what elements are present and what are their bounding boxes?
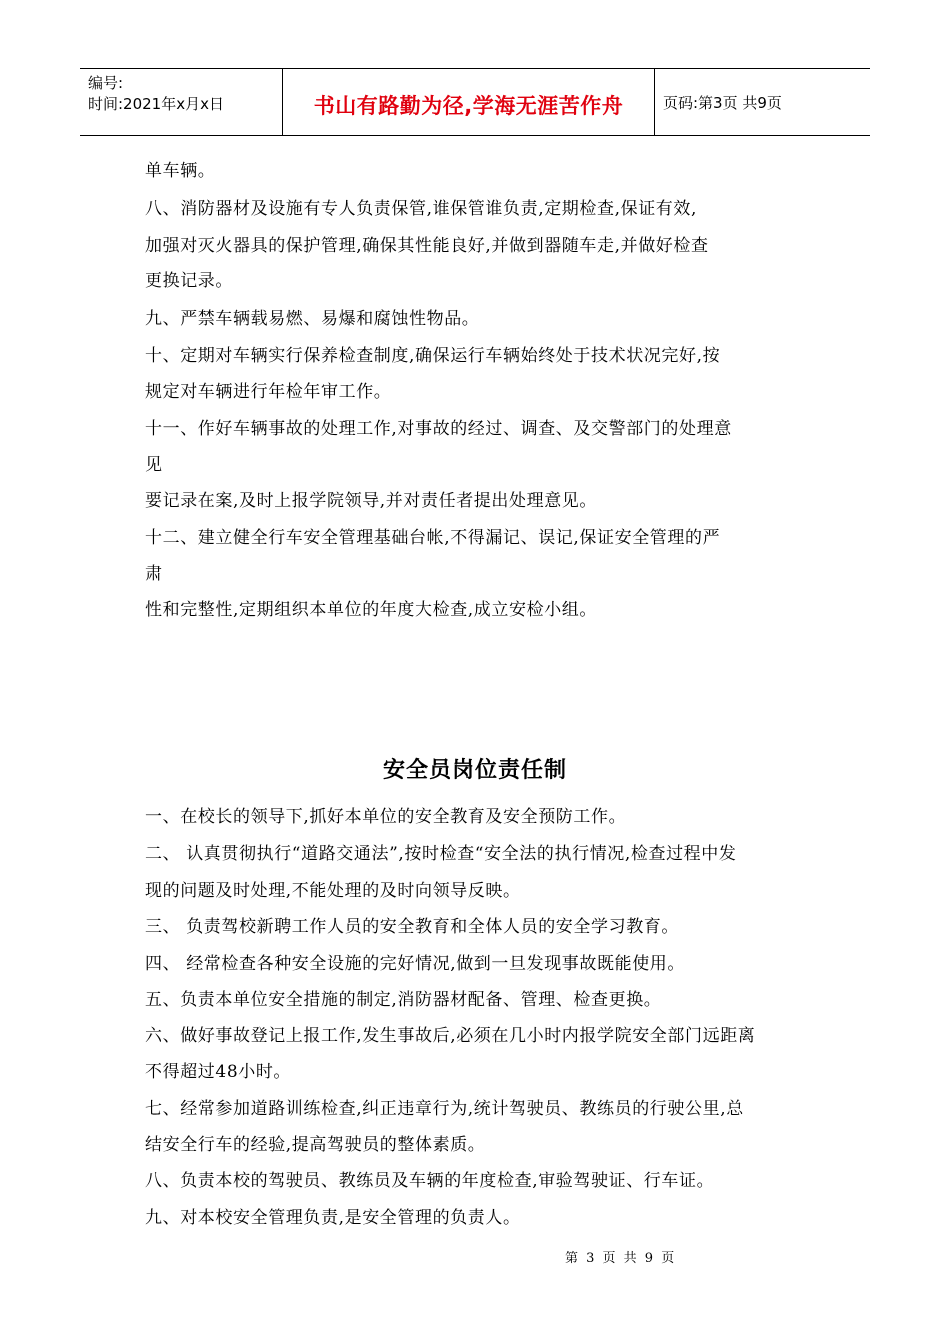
duty-line: 现的问题及时处理,不能处理的及时向领导反映。 [145,881,521,901]
header-page-cell [655,69,870,135]
rule-line: 更换记录。 [145,271,233,291]
header-motto-cell [283,69,655,135]
duty-line: 二、 认真贯彻执行“道路交通法”,按时检查“安全法的执行情况,检查过程中发 [145,844,737,864]
duty-line: 五、负责本单位安全措施的制定,消防器材配备、管理、检查更换。 [145,990,662,1010]
document-number-label: 编号: [88,74,124,92]
duty-line: 四、 经常检查各种安全设施的完好情况,做到一旦发现事故既能使用。 [145,954,686,974]
rule-line: 性和完整性,定期组织本单位的年度大检查,成立安检小组。 [145,600,598,620]
duty-line: 七、经常参加道路训练检查,纠正违章行为,统计驾驶员、教练员的行驶公里,总 [145,1099,744,1119]
rule-line: 见 [145,455,163,475]
rule-line: 十一、作好车辆事故的处理工作,对事故的经过、调查、及交警部门的处理意 [145,419,732,439]
page-footer: 第 3 页 共 9 页 [565,1251,677,1266]
header-page-code: 页码:第3页 共9页 [663,93,782,112]
rule-line: 单车辆。 [145,161,216,181]
duty-line: 一、在校长的领导下,抓好本单位的安全教育及安全预防工作。 [145,807,627,827]
duty-line: 六、做好事故登记上报工作,发生事故后,必须在几小时内报学院安全部门远距离 [145,1026,756,1046]
rule-line: 规定对车辆进行年检年审工作。 [145,382,392,402]
rule-line: 要记录在案,及时上报学院领导,并对责任者提出处理意见。 [145,491,598,511]
rule-line: 加强对灭火器具的保护管理,确保其性能良好,并做到器随车走,并做好检查 [145,236,709,256]
header-motto: 书山有路勤为径,学海无涯苦作舟 [313,94,624,118]
rule-line: 十、定期对车辆实行保养检查制度,确保运行车辆始终处于技术状况完好,按 [145,346,721,366]
rule-line: 八、消防器材及设施有专人负责保管,谁保管谁负责,定期检查,保证有效, [145,199,698,219]
duty-line: 结安全行车的经验,提高驾驶员的整体素质。 [145,1135,486,1155]
duty-line: 九、对本校安全管理负责,是安全管理的负责人。 [145,1208,521,1228]
document-date-label: 时间:2021年x月x日 [88,95,224,113]
duty-line: 三、 负责驾校新聘工作人员的安全教育和全体人员的安全学习教育。 [145,917,680,937]
rule-line: 肃 [145,564,163,584]
page-header [80,68,870,136]
duty-line: 不得超过48小时。 [145,1062,292,1082]
rule-line: 十二、建立健全行车安全管理基础台帐,不得漏记、误记,保证安全管理的严 [145,528,721,548]
section-title: 安全员岗位责任制 [382,758,567,783]
rule-line: 九、严禁车辆载易燃、易爆和腐蚀性物品。 [145,309,480,329]
header-meta-cell [80,69,283,135]
duty-line: 八、负责本校的驾驶员、教练员及车辆的年度检查,审验驾驶证、行车证。 [145,1171,715,1191]
